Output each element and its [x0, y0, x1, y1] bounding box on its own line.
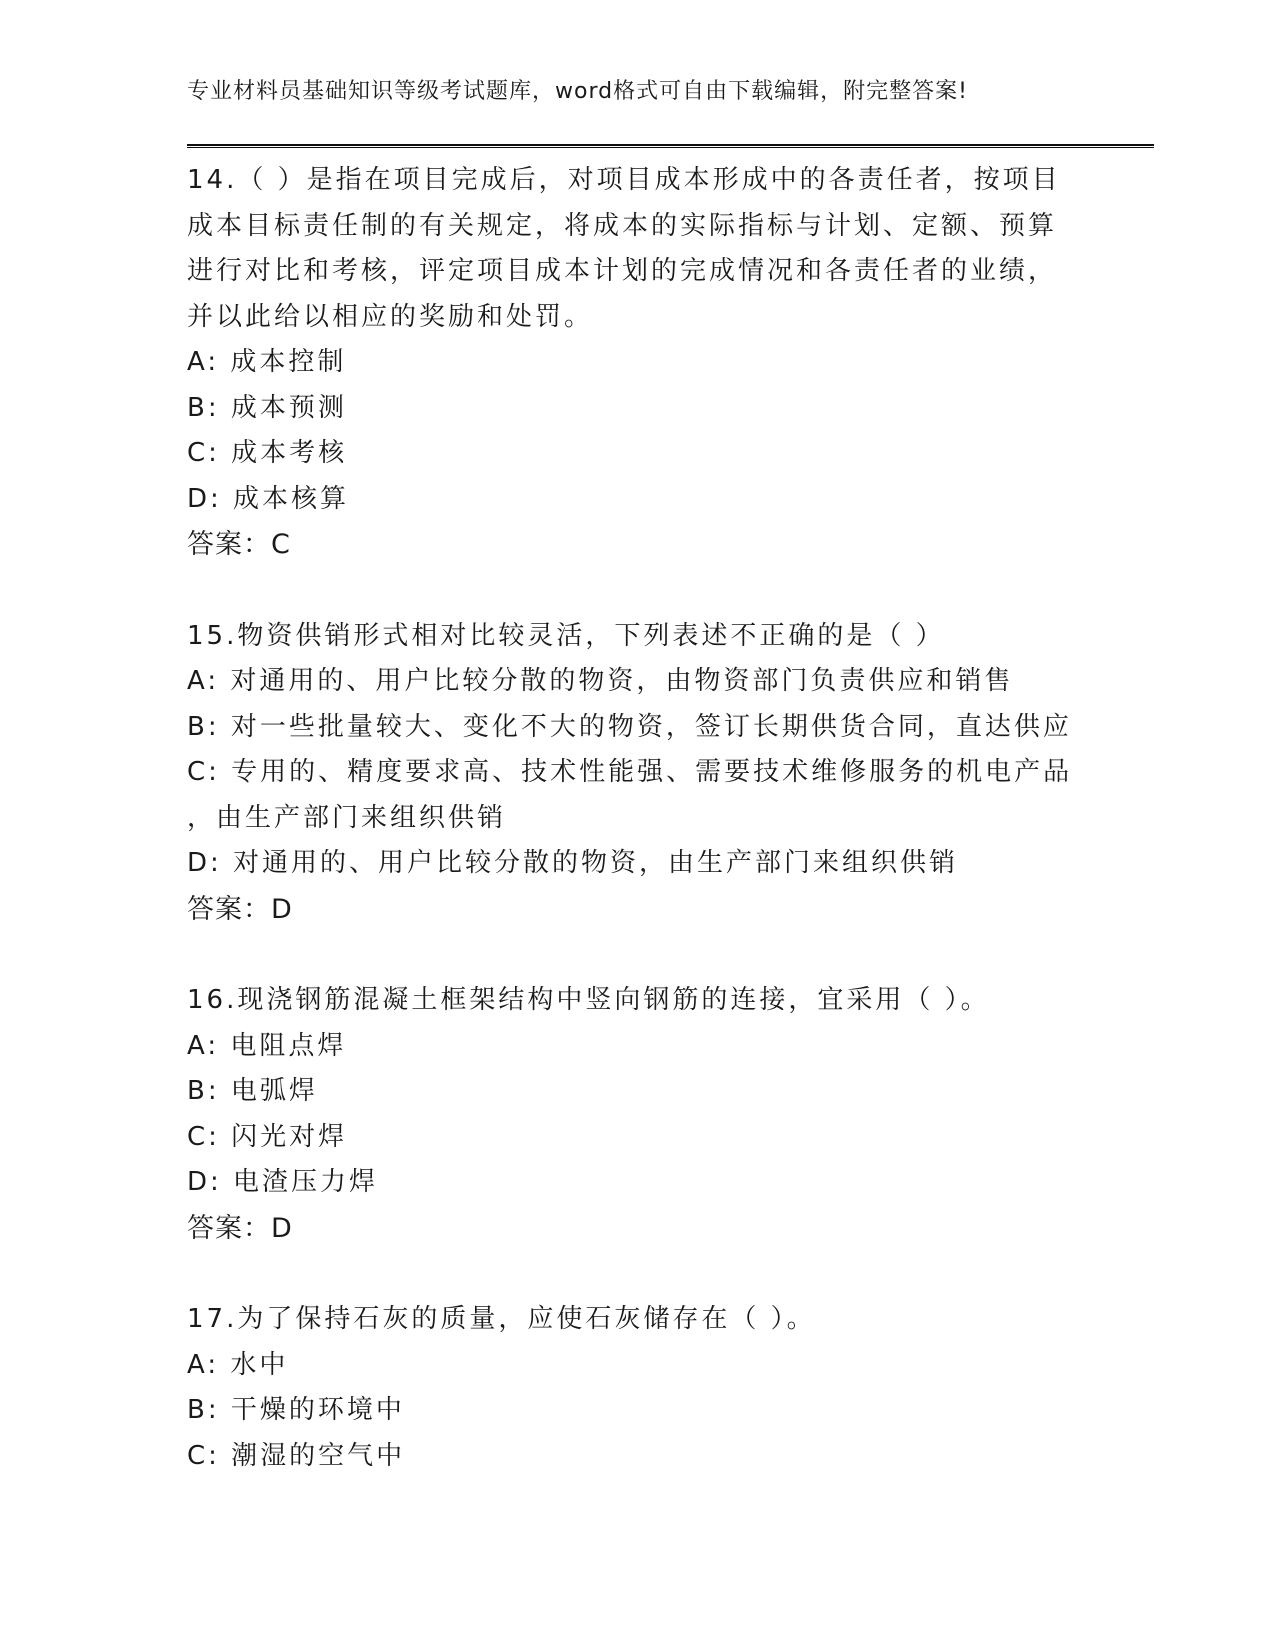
question-stem-line: 17.为了保持石灰的质量，应使石灰储存在（ ）。	[187, 1304, 816, 1334]
option-a: A: 成本控制	[187, 347, 347, 377]
header-divider	[187, 144, 1154, 148]
option-d: D: 电渣压力焊	[187, 1167, 379, 1197]
option-a: A: 水中	[187, 1349, 289, 1380]
page-header: 专业材料员基础知识等级考试题库，word格式可自由下载编辑，附完整答案!	[187, 79, 968, 104]
question-stem-line: 进行对比和考核，评定项目成本计划的完成情况和各责任者的业绩，	[187, 256, 1058, 286]
question-15	[187, 614, 1087, 933]
option-a: A: 电阻点焊	[187, 1030, 347, 1061]
option-b: B: 干燥的环境中	[187, 1395, 405, 1425]
question-stem-line: 15.物资供销形式相对比较灵活，下列表述不正确的是（ ）	[187, 620, 945, 651]
question-stem-line: 14.（ ）是指在项目完成后，对项目成本形成中的各责任者，按项目	[187, 165, 1061, 195]
option-b: B: 成本预测	[187, 392, 347, 423]
option-c: C: 闪光对焊	[187, 1121, 348, 1152]
question-list	[187, 158, 1087, 1525]
option-b: B: 电弧焊	[187, 1076, 318, 1106]
question-16	[187, 978, 1087, 1251]
option-c: C: 潮湿的空气中	[187, 1440, 406, 1471]
option-d: D: 成本核算	[187, 483, 350, 514]
answer-line: 答案：C	[187, 529, 291, 560]
option-c: C: 专用的、精度要求高、技术性能强、需要技术维修服务的机电产品	[187, 757, 1073, 787]
question-17	[187, 1297, 1087, 1479]
question-stem-line: 16.现浇钢筋混凝土框架结构中竖向钢筋的连接，宜采用（ ）。	[187, 985, 990, 1015]
option-b: B: 对一些批量较大、变化不大的物资，签订长期供货合同，直达供应	[187, 711, 1072, 742]
option-c-continued: ，由生产部门来组织供销	[187, 802, 507, 833]
option-a: A: 对通用的、用户比较分散的物资，由物资部门负责供应和销售	[187, 666, 1014, 696]
answer-line: 答案：D	[187, 1212, 293, 1244]
question-stem-line: 并以此给以相应的奖励和处罚。	[187, 301, 594, 332]
option-c: C: 成本考核	[187, 438, 348, 468]
option-d: D: 对通用的、用户比较分散的物资，由生产部门来组织供销	[187, 848, 959, 878]
question-stem-line: 成本目标责任制的有关规定，将成本的实际指标与计划、定额、预算	[187, 210, 1058, 241]
question-14	[187, 158, 1087, 568]
answer-line: 答案：D	[187, 893, 293, 925]
